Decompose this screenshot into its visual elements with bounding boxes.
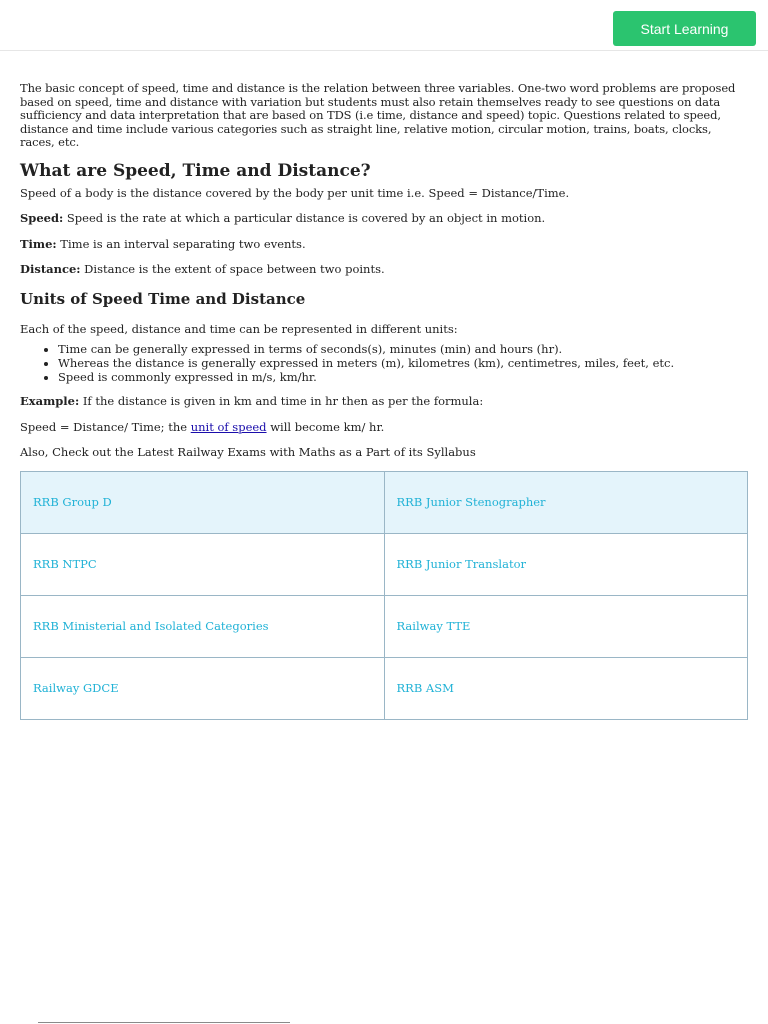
speed-definition: Speed of a body is the distance covered by the body per unit time i.e. Speed = Distance/Time. bbox=[20, 185, 570, 200]
table-cell bbox=[384, 595, 748, 657]
formula-text: Speed = Distance/ Time; the bbox=[20, 419, 191, 434]
railway-exams-note: Also, Check out the Latest Railway Exams with Maths as a Part of its Syllabus bbox=[20, 445, 476, 460]
intro-paragraph: The basic concept of speed, time and distance is the relation between three variables. One-two word problems are proposed based on speed, time and distance with variation but students must also retain themselves ready to see questions on data sufficiency and data interpretation that are based on TDS (i.e time, distance and speed) topic. Questions related to speed, distance and time include various categories such as straight line, relative motion, circular motion, trains, boats, clocks, races, etc. bbox=[20, 81, 736, 149]
table-cell bbox=[384, 657, 748, 719]
exam-link-rrb-ntpc[interactable]: RRB NTPC bbox=[33, 557, 97, 572]
start-learning-button[interactable]: Start Learning bbox=[613, 11, 756, 46]
unit-of-speed-link[interactable]: unit of speed bbox=[190, 419, 267, 434]
top-bar bbox=[0, 0, 768, 51]
exam-link-rrb-junior-translator[interactable]: RRB Junior Translator bbox=[396, 557, 527, 572]
distance-term: Distance: bbox=[20, 262, 81, 276]
railway-exams-table bbox=[20, 471, 748, 720]
section-heading: What are Speed, Time and Distance? bbox=[20, 160, 371, 181]
exam-link-rrb-ministerial[interactable]: RRB Ministerial and Isolated Categories bbox=[33, 619, 269, 634]
table-cell bbox=[21, 533, 385, 595]
exam-link-railway-gdce[interactable]: Railway GDCE bbox=[33, 681, 119, 696]
time-term: Time: bbox=[20, 236, 57, 251]
speed-term-row bbox=[20, 211, 748, 227]
speed-text: Speed is the rate at which a particular distance is covered by an object in motion. bbox=[63, 211, 546, 225]
units-list-item: • Speed is commonly expressed in m/s, km/hr. bbox=[58, 371, 748, 385]
table-cell bbox=[384, 471, 748, 533]
article-content bbox=[20, 82, 748, 720]
units-list-item: • Whereas the distance is generally expressed in meters (m), kilometres (km), centimetres, miles, feet, etc. bbox=[58, 357, 748, 371]
formula-text-end: will become km/ hr. bbox=[266, 419, 385, 434]
example-text: If the distance is given in km and time in hr then as per the formula: bbox=[79, 394, 484, 409]
exam-link-rrb-asm[interactable]: RRB ASM bbox=[396, 681, 454, 696]
table-cell bbox=[21, 657, 385, 719]
units-heading: Units of Speed Time and Distance bbox=[20, 289, 306, 308]
exam-link-rrb-junior-stenographer[interactable]: RRB Junior Stenographer bbox=[396, 495, 546, 510]
table-cell bbox=[384, 533, 748, 595]
units-intro: Each of the speed, distance and time can be represented in different units: bbox=[20, 321, 458, 336]
bottom-divider bbox=[38, 1022, 290, 1023]
distance-text: Distance is the extent of space between two points. bbox=[80, 262, 385, 276]
example-row bbox=[20, 394, 748, 410]
exam-link-rrb-group-d[interactable]: RRB Group D bbox=[33, 495, 112, 510]
distance-term-row bbox=[20, 262, 748, 278]
example-term: Example: bbox=[20, 394, 80, 409]
time-text: Time is an interval separating two events. bbox=[56, 236, 306, 251]
units-list bbox=[20, 343, 748, 384]
table-row bbox=[21, 471, 748, 533]
formula-row bbox=[20, 420, 748, 436]
speed-term: Speed: bbox=[20, 211, 64, 225]
table-row bbox=[21, 595, 748, 657]
table-cell bbox=[21, 471, 385, 533]
table-row bbox=[21, 657, 748, 719]
units-list-item: • Time can be generally expressed in terms of seconds(s), minutes (min) and hours (hr). bbox=[58, 343, 748, 357]
time-term-row bbox=[20, 237, 748, 253]
table-cell bbox=[21, 595, 385, 657]
table-row bbox=[21, 533, 748, 595]
exam-link-railway-tte[interactable]: Railway TTE bbox=[396, 619, 471, 634]
